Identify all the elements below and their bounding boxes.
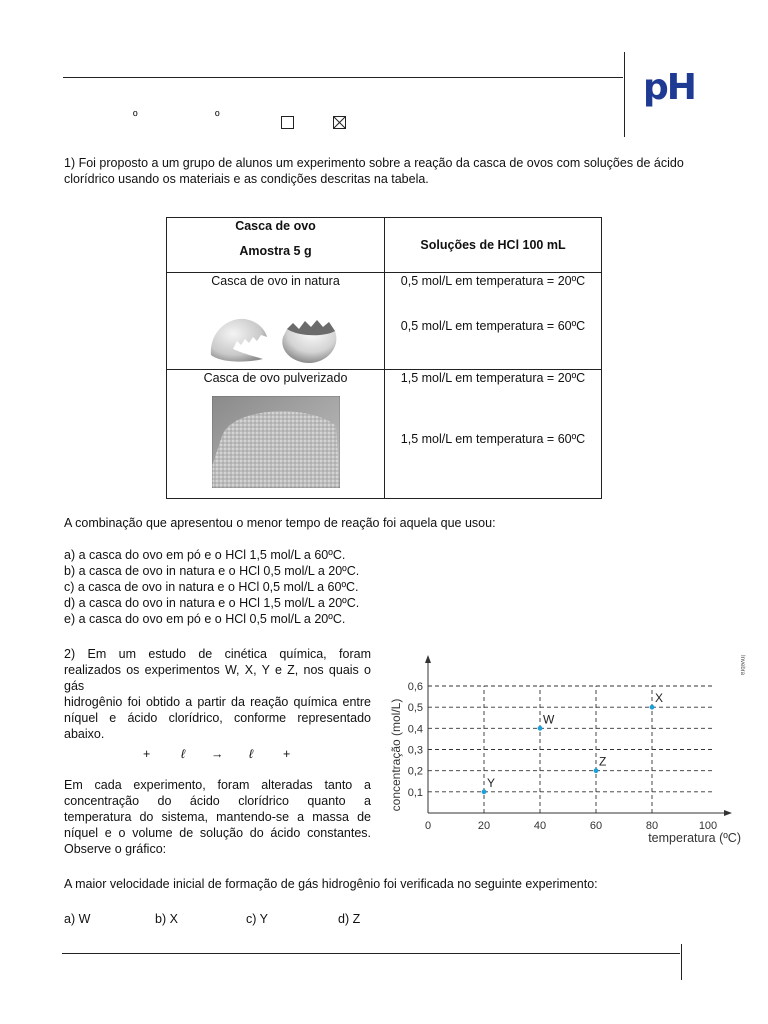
y-tick-label: 0,3	[407, 744, 423, 757]
q2-question: A maior velocidade inicial de formação de gás hidrogênio foi verificada no seguinte experimento:	[64, 877, 598, 891]
table-row2-cond-2: 1,5 mol/L em temperatura = 60ºC	[400, 432, 586, 446]
footer-vertical-rule	[681, 944, 682, 980]
checkbox-unchecked[interactable]	[281, 116, 294, 129]
x-tick-label: 100	[698, 820, 718, 832]
concentration-temperature-chart	[380, 645, 750, 850]
eggshell-whole-image	[207, 303, 357, 363]
table-row2-label: Casca de ovo pulverizado	[203, 371, 348, 385]
q2-intro	[64, 646, 371, 742]
q2-intro-line-2: realizados os experimentos W, X, Y e Z, nos quais o gás	[64, 663, 371, 693]
x-axis-arrow	[724, 810, 732, 816]
data-point-z	[594, 768, 599, 773]
table-row1-conditions	[385, 273, 602, 370]
q2-body-line-4: níquel e o volume de solução do ácido constantes.	[64, 826, 371, 840]
q1-intro-line-2: clorídrico usando os materiais e as condições descritas na tabela.	[64, 172, 429, 186]
q1-option-a[interactable]: a) a casca do ovo em pó e o HCl 1,5 mol/L a 60ºC.	[64, 548, 346, 562]
checkbox-x-icon	[334, 117, 345, 128]
q2-body-line-2: concentração do ácido clorídrico quanto a	[64, 794, 371, 808]
eggshell-powder-image	[212, 396, 340, 488]
q2-answer-b[interactable]: b) X	[155, 912, 178, 926]
q2-intro-line-1: 2) Em um estudo de cinética química, foram	[64, 647, 371, 661]
equation-arrow: →	[211, 747, 224, 761]
table-row2-sample	[167, 370, 385, 499]
y-tick-label: 0,1	[407, 786, 423, 799]
point-label-y: Y	[487, 775, 496, 790]
q1-question: A combinação que apresentou o menor tempo de reação foi aquela que usou:	[64, 516, 496, 530]
table-header-sample-line-2: Amostra 5 g	[239, 244, 312, 258]
table-row2-cond-1: 1,5 mol/L em temperatura = 20ºC	[400, 371, 586, 385]
data-point-x	[650, 705, 655, 710]
q2-body-line-1: Em cada experimento, foram alteradas tanto a	[64, 778, 371, 792]
checkbox-checked[interactable]	[333, 116, 346, 129]
footer-rule	[62, 953, 680, 954]
x-tick-label: 80	[645, 820, 659, 832]
q1-option-d[interactable]: d) a casca do ovo in natura e o HCl 1,5 mol/L a 20ºC.	[64, 596, 360, 610]
q1-option-c[interactable]: c) a casca de ovo in natura e o HCl 0,5 mol/L a 60ºC.	[64, 580, 359, 594]
q2-intro-line-3: hidrogênio foi obtido a partir da reação química entre	[64, 695, 371, 709]
header-rule-top	[63, 77, 623, 78]
chart-grid	[428, 686, 712, 813]
y-tick-label: 0,6	[407, 681, 423, 693]
point-label-w: W	[543, 712, 555, 727]
ph-logo: pH	[643, 67, 695, 108]
x-tick-label: 60	[589, 820, 603, 832]
q1-option-b[interactable]: b) a casca de ovo in natura e o HCl 0,5 mol/L a 20ºC.	[64, 564, 360, 578]
equation-l-1: ℓ	[181, 747, 186, 761]
equation-plus-2: +	[283, 747, 291, 761]
q2-body-line-3: temperatura do sistema, mantendo-se a massa de	[64, 810, 371, 824]
chart-watermark: Invebra	[739, 655, 745, 676]
ordinal-mark-1: º	[133, 109, 138, 123]
chart-x-axis-label: temperatura (ºC)	[648, 831, 741, 845]
table-header-solutions: Soluções de HCl 100 mL	[385, 218, 602, 273]
table-header-sample	[167, 218, 385, 273]
y-axis-arrow	[425, 655, 431, 663]
reaction-equation	[64, 746, 371, 762]
q1-option-e[interactable]: e) a casca do ovo em pó e o HCl 0,5 mol/L a 20ºC.	[64, 612, 346, 626]
q2-answer-c[interactable]: c) Y	[246, 912, 268, 926]
materials-table	[166, 217, 602, 499]
table-row1-cond-1: 0,5 mol/L em temperatura = 20ºC	[400, 274, 586, 288]
x-tick-label: 20	[477, 820, 491, 832]
q2-intro-line-5: abaixo.	[64, 727, 105, 741]
point-label-z: Z	[599, 754, 607, 769]
data-point-w	[538, 726, 543, 731]
table-row2-conditions	[385, 370, 602, 499]
q2-intro-line-4: níquel e ácido clorídrico, conforme representado	[64, 711, 371, 725]
y-tick-label: 0,4	[407, 723, 423, 736]
chart-ticks	[408, 681, 717, 832]
q1-intro	[64, 155, 724, 187]
chart-points	[482, 691, 663, 794]
header-vertical-rule	[624, 52, 625, 137]
y-tick-label: 0,2	[407, 765, 423, 778]
table-row1-sample	[167, 273, 385, 370]
chart-y-axis-label: concentração (mol/L)	[389, 698, 403, 812]
data-point-y	[482, 789, 487, 794]
table-header-sample-line-1: Casca de ovo	[235, 219, 316, 233]
ordinal-mark-2: º	[215, 109, 220, 123]
q2-body	[64, 777, 371, 857]
q2-answer-d[interactable]: d) Z	[338, 912, 361, 926]
q2-body-line-5: Observe o gráfico:	[64, 842, 167, 856]
x-tick-label: 0	[424, 820, 432, 832]
equation-plus-1: +	[143, 747, 151, 761]
q2-answer-a[interactable]: a) W	[64, 912, 91, 926]
y-tick-label: 0,5	[407, 702, 423, 715]
table-row1-cond-2: 0,5 mol/L em temperatura = 60ºC	[400, 319, 586, 333]
point-label-x: X	[655, 691, 664, 706]
q2-answers	[64, 911, 464, 927]
equation-l-2: ℓ	[249, 747, 254, 761]
x-tick-label: 40	[533, 820, 547, 832]
q1-intro-line-1: 1) Foi proposto a um grupo de alunos um experimento sobre a reação da casca de ovos com soluções de ácido	[64, 156, 684, 170]
q1-options	[64, 547, 359, 627]
table-row1-label: Casca de ovo in natura	[211, 274, 340, 288]
